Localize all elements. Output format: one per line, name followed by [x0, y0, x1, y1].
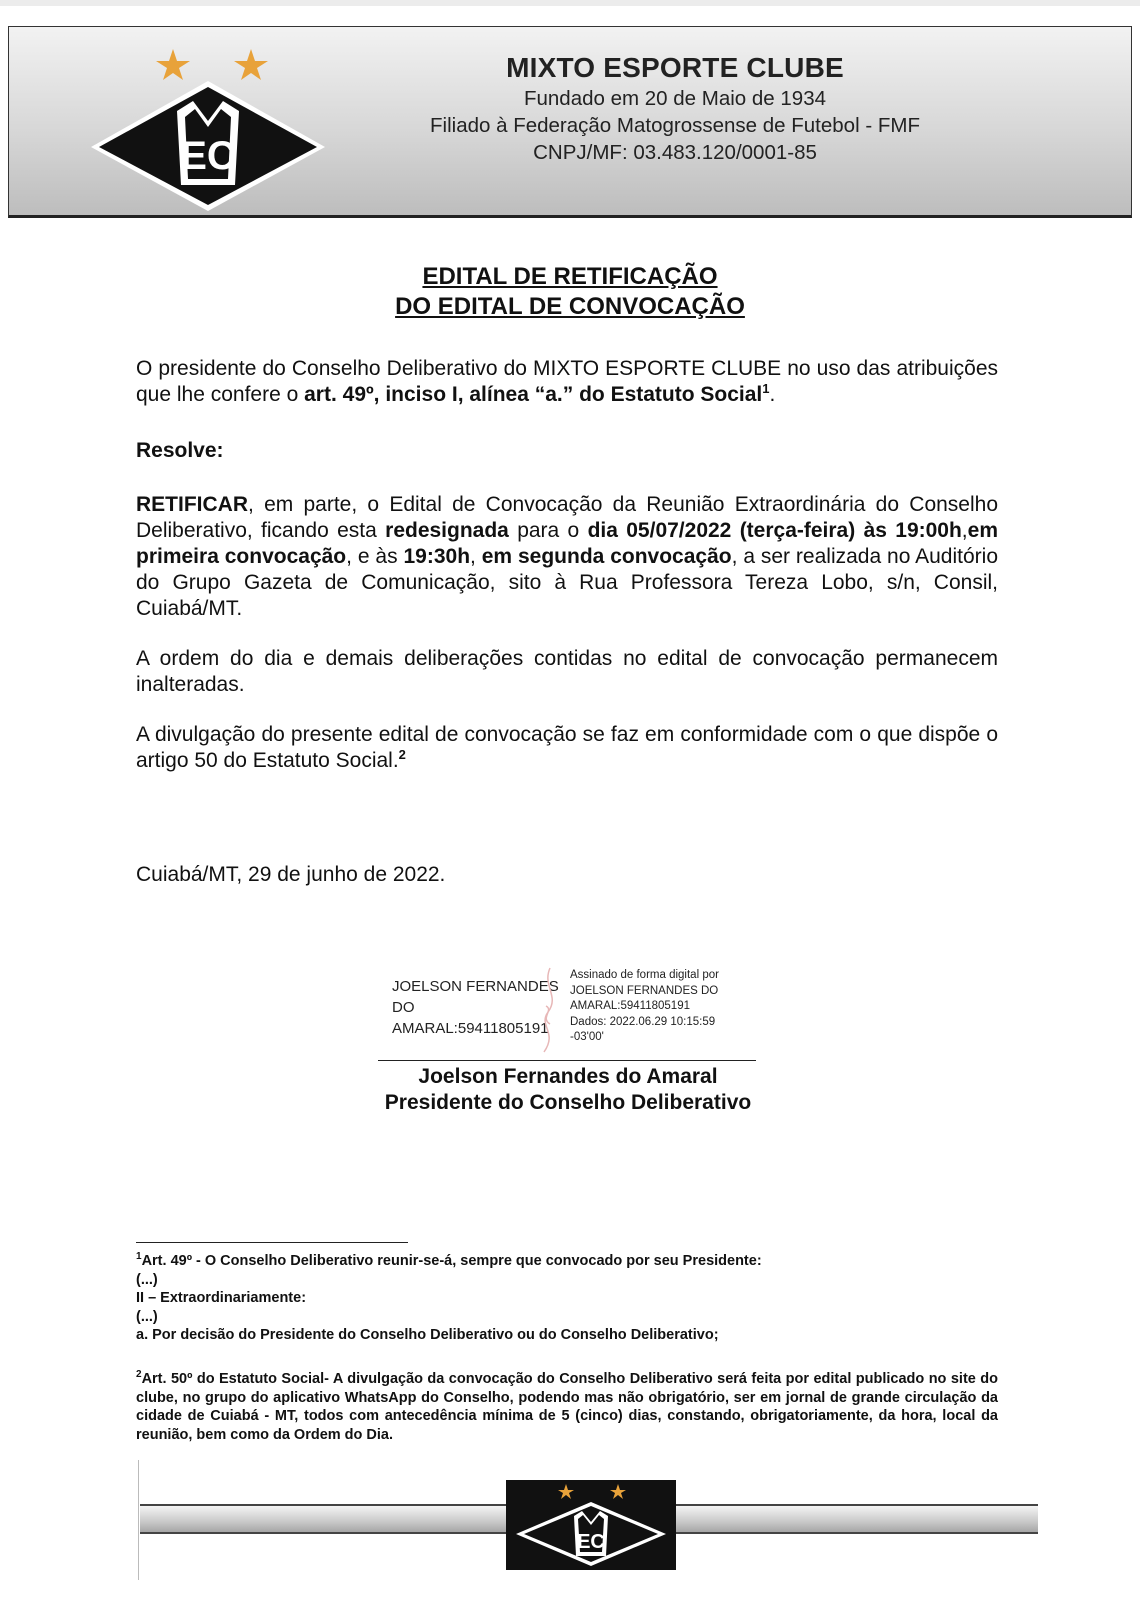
signature-detail-3: AMARAL:59411805191 [570, 1000, 690, 1012]
publication-text: A divulgação do presente edital de convocação se faz em conformidade com o que dispõe o artigo 50 do Estatuto Social. [136, 723, 998, 772]
signature-name-line3: AMARAL:59411805191 [392, 1020, 549, 1037]
affiliation-line: Filiado à Federação Matogrossense de Futebol - FMF [430, 114, 920, 137]
signer-role: Presidente do Conselho Deliberativo [384, 1091, 752, 1114]
letterhead [8, 26, 1132, 218]
rect-text-3: , e às [346, 545, 404, 568]
signature-name-line1: JOELSON FERNANDES [392, 978, 559, 995]
second-call: em segunda convocação [481, 545, 732, 568]
footnote-2-text: Art. 50º do Estatuto Social- A divulgação da convocação do Conselho Deliberativo será feita por edital publicado no site do clube, no grupo do aplicativo WhatsApp do Conselho, podendo mas não obrigatório, ser em jornal de grande circulação da cidade de Cuiabá - MT, todos com antecedência mínima de 5 (cinco) dias, constando, obrigatoriamente, da hora, local da reunião, bem como da Ordem do Dia. [136, 1371, 998, 1443]
footnote-1 [136, 1252, 998, 1345]
publication-paragraph [136, 722, 998, 774]
signature-detail-1: Assinado de forma digital por [570, 969, 719, 981]
club-logo [85, 35, 331, 211]
resolve-label: Resolve: [136, 439, 224, 462]
footnote-1-line4: (...) [136, 1308, 158, 1325]
club-name: MIXTO ESPORTE CLUBE [506, 52, 844, 83]
letterhead-text [405, 51, 945, 166]
signature-name-line2: DO [392, 999, 415, 1016]
footnote-1-line5: a. Por decisão do Presidente do Conselho Deliberativo ou do Conselho Deliberativo; [136, 1327, 719, 1343]
signature-details [570, 968, 760, 1046]
rect-comma: , [961, 519, 968, 542]
footer-logo [506, 1480, 676, 1570]
rect-text-4: , a ser realizada no Auditório do Grupo Gazeta de Comunicação, sito à Rua Professora Tereza Lobo, s/n, Consil, Cuiabá/MT. [136, 545, 998, 620]
signature-detail-2: JOELSON FERNANDES DO [570, 984, 719, 997]
signature-line [378, 1060, 756, 1061]
document-title-line2: DO EDITAL DE CONVOCAÇÃO [395, 293, 745, 320]
digital-signature [392, 966, 772, 1056]
intro-text: O presidente do Conselho Deliberativo do MIXTO ESPORTE CLUBE no uso das atribuições que lhe confere o [136, 357, 998, 406]
footnote-1-line1 [136, 1252, 998, 1271]
footnote-2 [136, 1370, 998, 1444]
footnote-1-marker: 1 [136, 1251, 142, 1262]
first-call: em primeira convocação [136, 519, 998, 568]
intro-article-ref: art. 49º, inciso I, alínea “a.” do Estatuto Social [304, 383, 763, 406]
agenda-paragraph: A ordem do dia e demais deliberações contidas no edital de convocação permanecem inalteradas. [136, 647, 998, 696]
founded-line: Fundado em 20 de Maio de 1934 [523, 87, 827, 110]
document-page [0, 6, 1140, 1600]
signer-name: Joelson Fernandes do Amaral [418, 1065, 718, 1088]
footnote-ref-1: 1 [762, 381, 770, 396]
intro-paragraph [136, 356, 998, 408]
logo-text: EC [180, 134, 236, 178]
footnote-1-line3: II – Extraordinariamente: [136, 1290, 307, 1306]
rectification-paragraph [136, 492, 998, 622]
signature-detail-5: -03'00' [570, 1031, 604, 1043]
footnote-separator [136, 1242, 408, 1243]
second-call-time: 19:30h [403, 545, 471, 568]
footnote-ref-2: 2 [398, 747, 406, 762]
rect-text-1: , em parte, o Edital de Convocação da Reunião Extraordinária do Conselho Deliberativo, ficando esta [136, 493, 998, 542]
meeting-date: dia 05/07/2022 (terça-feira) às 19:00h [587, 519, 962, 542]
footnote-1-text: Art. 49º - O Conselho Deliberativo reunir-se-á, sempre que convocado por seu Presidente: [141, 1253, 762, 1269]
footer-logo-text: EC [577, 1531, 605, 1553]
rect-text-2: para o [508, 519, 588, 542]
retificar-label: RETIFICAR [136, 493, 248, 516]
star-icon-right [234, 49, 268, 80]
place-date: Cuiabá/MT, 29 de junho de 2022. [136, 863, 446, 886]
footer-edge-line [138, 1460, 139, 1580]
redesignada-label: redesignada [385, 519, 509, 542]
footnote-2-marker: 2 [136, 1369, 142, 1380]
resolve-heading [136, 438, 998, 464]
document-title-line1: EDITAL DE RETIFICAÇÃO [422, 263, 718, 290]
rect-comma-2: , [470, 545, 482, 568]
footnote-1-line2: (...) [136, 1271, 158, 1288]
signature-detail-4: Dados: 2022.06.29 10:15:59 [570, 1015, 716, 1028]
cnpj-line: CNPJ/MF: 03.483.120/0001-85 [533, 141, 817, 164]
intro-end: . [769, 383, 776, 406]
star-icon-left [156, 49, 190, 80]
